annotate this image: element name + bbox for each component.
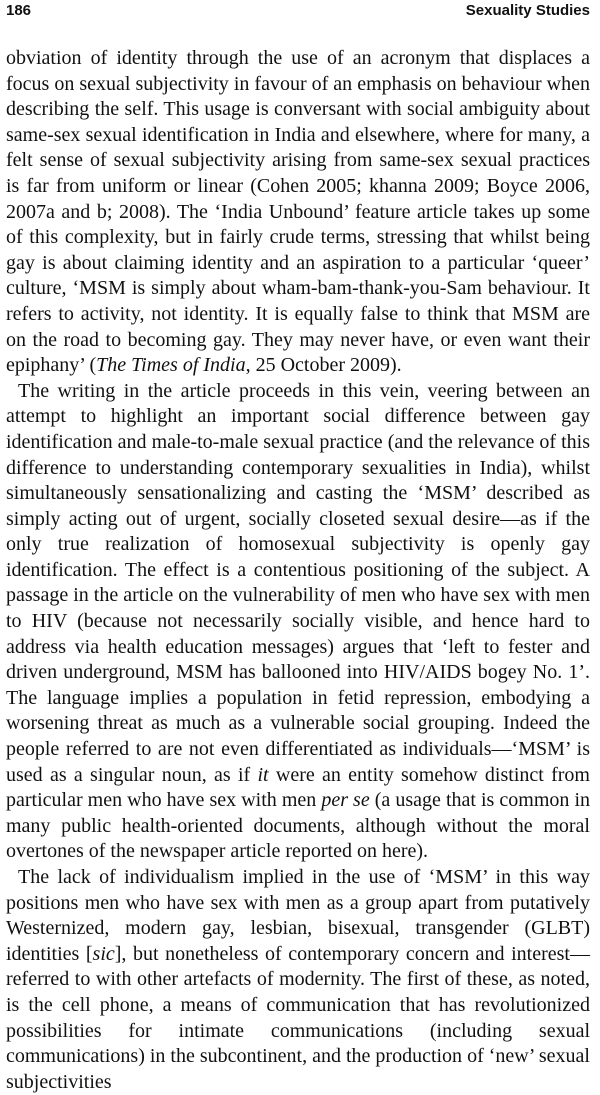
text-run: ], but nonetheless of contemporary concern and interest—referred to with other artefacts of modernity. The first of these, as noted, is the cell phone, a means of communication that has revolutionized possibilities for intimate communications (including sexual communications) in the subcontinent, and the production of ‘new’ sexual subjectivities xyxy=(6,942,590,1093)
page-header xyxy=(6,0,590,32)
text-run: The writing in the article proceeds in this vein, veering between an attempt to highlight an important social difference between gay identification and male-to-male sexual practice (and the relevance of this difference to understanding contemporary sexualities in India), whilst simultaneously sensationalizing and casting the ‘MSM’ described as simply acting out of urgent, socially closeted sexual desire—as if the only true realization of homosexual subjectivity is openly gay identification. The effect is a contentious positioning of the subject. A passage in the article on the vulnerability of men who have sex with men to HIV (because not necessarily socially visible, and hence hard to address via health education messages) argues that ‘left to fester and driven underground, MSM has ballooned into HIV/AIDS bogey No. 1’. The language implies a population in fetid repression, embodying a worsening threat as much as a vulnerable social grouping. Indeed the people referred to are not even differentiated as individuals—‘MSM’ is used as a singular noun, as if xyxy=(6,379,590,786)
text-run: were an entity somehow distinct from particular men who have sex with men xyxy=(6,763,590,812)
body-text xyxy=(6,46,590,1095)
text-run: obviation of identity through the use of an acronym that displaces a focus on sexual subjectivity in favour of an emphasis on behaviour when describing the self. This usage is conversant with social ambiguity about same-sex sexual identification in India and elsewhere, where for many, a felt sense of sexual subjectivity arising from same-sex sexual practices is far from uniform or linear (Cohen 2005; khanna 2009; Boyce 2006, 2007a and b; 2008). The ‘India Unbound’ feature article takes up some of this complexity, but in fairly crude terms, stressing that whilst being gay is about claiming identity and an aspiration to a particular ‘queer’ culture, ‘MSM is simply about wham-bam-thank-you-Sam behaviour. It refers to activity, not identity. It is equally false to think that MSM are on the road to becoming gay. They may never have, or even want their epiphany’ ( xyxy=(6,47,590,377)
paragraph xyxy=(6,379,590,865)
text-run: (a usage that is common in many public health-oriented documents, although without the moral overtones of the newspaper article reported on here). xyxy=(6,789,591,863)
italic-text: sic xyxy=(92,942,115,965)
italic-text: The Times of India xyxy=(96,354,246,377)
paragraph xyxy=(6,865,590,1095)
text-run: , 25 October 2009). xyxy=(245,354,402,377)
text-run: The lack of individualism implied in the use of ‘MSM’ in this way positions men who have sex with men as a group apart from putatively Westernized, modern gay, lesbian, bisexual, transgender (GLBT) identities [ xyxy=(6,866,590,965)
running-title: Sexuality Studies xyxy=(465,2,590,19)
italic-text: per se xyxy=(321,789,370,812)
page-number: 186 xyxy=(6,2,32,19)
italic-text: it xyxy=(257,763,269,786)
paragraph xyxy=(6,46,590,379)
